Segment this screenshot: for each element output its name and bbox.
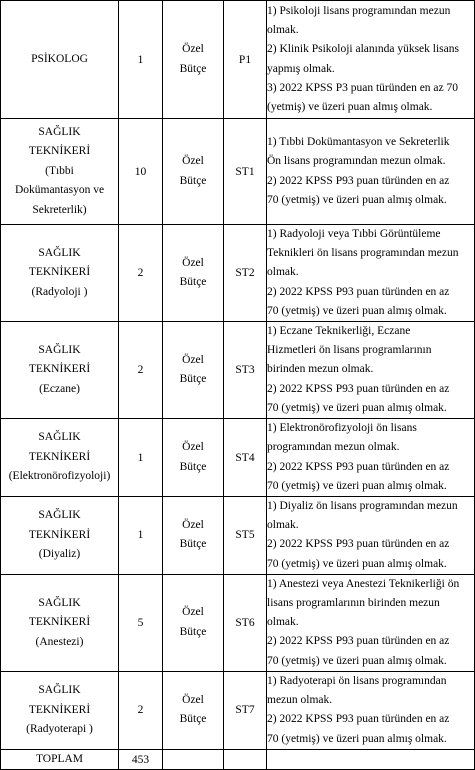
requirements <box>267 119 475 225</box>
position-row <box>1 574 475 671</box>
requirements <box>267 419 475 497</box>
position-code: ST3 <box>224 322 267 419</box>
position-title-line: (Elektronörofizyoloji) <box>8 470 111 483</box>
empty-cell <box>267 749 475 770</box>
requirements-line: 70 (yetmiş) ve üzeri puan almış olmak. <box>267 654 447 667</box>
position-title <box>1 419 119 497</box>
requirements-line: 1) Anestezi veya Anestezi Teknikerliği ön <box>267 577 460 590</box>
requirements-line: olmak. <box>267 266 299 279</box>
requirements-line: mezun olmak. <box>267 694 333 707</box>
budget-type-line: Özel <box>182 155 204 167</box>
requirements <box>267 225 475 322</box>
position-title-line: TEKNİKERİ <box>28 145 91 158</box>
requirements-line: 1) Radyoterapi ön lisans programından <box>267 674 447 687</box>
requirements-line: birinden mezun olmak. <box>267 363 374 376</box>
requirements-line: 1) Radyoloji veya Tıbbi Görüntüleme <box>267 228 441 240</box>
position-title-line: TEKNİKERİ <box>28 363 91 376</box>
position-title-line: SAĞLIK <box>38 509 81 522</box>
position-count: 1 <box>119 419 163 497</box>
requirements-line: olmak. <box>267 616 299 629</box>
requirements-line: programından mezun olmak. <box>267 441 400 454</box>
position-count: 1 <box>119 497 163 575</box>
requirements-line: lisans programlarının birinden mezun <box>267 597 440 610</box>
empty-cell <box>224 749 267 770</box>
budget-type <box>163 1 224 119</box>
position-title-line: PSİKOLOG <box>31 52 88 65</box>
requirements-line: 70 (yetmiş) ve üzeri puan almış olmak. <box>267 479 447 492</box>
requirements <box>267 322 475 419</box>
requirements-line: 1) Psikoloji lisans programından mezun <box>267 4 451 17</box>
requirements-line: olmak. <box>267 519 299 532</box>
requirements-line: 2) 2022 KPSS P93 puan türünden en az <box>267 538 450 551</box>
budget-type-line: Bütçe <box>179 713 207 726</box>
position-title-line: (Eczane) <box>39 382 80 395</box>
budget-type-line: Bütçe <box>179 174 207 187</box>
budget-type-line: Özel <box>182 441 204 454</box>
position-title <box>1 497 119 575</box>
budget-type-line: Bütçe <box>179 460 207 473</box>
position-row <box>1 497 475 575</box>
budget-type <box>163 119 224 225</box>
budget-type-line: Bütçe <box>179 625 207 638</box>
position-title-line: SAĞLIK <box>38 125 81 138</box>
budget-type-line: Özel <box>182 606 204 619</box>
position-count: 1 <box>119 1 163 119</box>
budget-type <box>163 574 224 671</box>
position-code: ST1 <box>224 119 267 225</box>
position-code: ST4 <box>224 419 267 497</box>
position-row <box>1 322 475 419</box>
requirements <box>267 497 475 575</box>
position-title <box>1 225 119 322</box>
position-title <box>1 671 119 749</box>
position-count: 2 <box>119 671 163 749</box>
total-label: TOPLAM <box>1 749 119 770</box>
requirements <box>267 574 475 671</box>
position-code: ST2 <box>224 225 267 322</box>
budget-type-line: Bütçe <box>179 373 207 386</box>
position-title-line: SAĞLIK <box>38 343 81 356</box>
position-title-line: (Diyaliz) <box>38 548 81 561</box>
position-count: 2 <box>119 322 163 419</box>
position-code: ST6 <box>224 574 267 671</box>
budget-type <box>163 225 224 322</box>
budget-type-line: Özel <box>182 693 204 706</box>
requirements-line: 70 (yetmiş) ve üzeri puan almış olmak. <box>267 304 447 317</box>
total-row <box>1 749 475 770</box>
position-title-line: (Tıbbi <box>45 164 74 177</box>
budget-type <box>163 419 224 497</box>
position-title-line: SAĞLIK <box>38 596 81 609</box>
position-code: P1 <box>224 1 267 119</box>
position-title-line: TEKNİKERİ <box>28 703 91 716</box>
requirements-line: 2) 2022 KPSS P93 puan türünden en az <box>267 382 450 395</box>
position-row <box>1 225 475 322</box>
requirements-line: yapmış olmak. <box>267 62 335 75</box>
position-title-line: Dokümantasyon ve <box>14 184 105 197</box>
position-code: ST5 <box>224 497 267 575</box>
position-row <box>1 671 475 749</box>
requirements <box>267 1 475 119</box>
position-title-line: TEKNİKERİ <box>28 450 91 463</box>
requirements-line: 2) 2022 KPSS P93 puan türünden en az <box>267 174 450 187</box>
total-count: 453 <box>119 749 163 770</box>
position-count: 5 <box>119 574 163 671</box>
budget-type <box>163 497 224 575</box>
position-row <box>1 1 475 119</box>
position-row <box>1 419 475 497</box>
budget-type-line: Özel <box>182 353 204 366</box>
requirements-line: 3) 2022 KPSS P3 puan türünden en az 70 <box>267 81 459 94</box>
requirements-line: (yetmiş) ve üzeri puan almış olmak. <box>267 100 433 113</box>
position-title <box>1 574 119 671</box>
requirements-line: 1) Tıbbi Dokümantasyon ve Sekreterlik <box>267 136 450 149</box>
position-title-line: SAĞLIK <box>38 431 81 444</box>
requirements <box>267 671 475 749</box>
position-title-line: (Radyoloji ) <box>31 285 88 298</box>
position-title <box>1 1 119 119</box>
positions-table-body <box>1 1 475 770</box>
position-title-line: (Radyoterapi ) <box>26 723 93 736</box>
position-code: ST7 <box>224 671 267 749</box>
budget-type <box>163 322 224 419</box>
position-title-line: TEKNİKERİ <box>28 528 91 541</box>
position-title-line: Sekreterlik) <box>32 203 87 216</box>
requirements-line: 2) Klinik Psikoloji alanında yüksek lisans <box>267 43 459 56</box>
requirements-line: 2) 2022 KPSS P93 puan türünden en az <box>267 460 450 473</box>
requirements-line: 2) 2022 KPSS P93 puan türünden en az <box>267 635 450 648</box>
position-title-line: (Anestezi) <box>35 635 84 648</box>
budget-type-line: Bütçe <box>179 62 207 75</box>
requirements-line: 1) Eczane Teknikerliği, Eczane <box>267 325 411 338</box>
budget-type <box>163 671 224 749</box>
position-title <box>1 322 119 419</box>
position-row <box>1 119 475 225</box>
empty-cell <box>163 749 224 770</box>
requirements-line: Hizmetleri ön lisans programlarının <box>267 344 432 357</box>
requirements-line: Ön lisans programından mezun olmak. <box>267 155 446 168</box>
budget-type-line: Bütçe <box>179 276 207 288</box>
requirements-line: olmak. <box>267 24 299 37</box>
requirements-line: 70 (yetmiş) ve üzeri puan almış olmak. <box>267 732 447 745</box>
budget-type-line: Özel <box>182 256 204 269</box>
position-title-line: TEKNİKERİ <box>28 616 91 629</box>
position-title-line: SAĞLIK <box>38 246 81 259</box>
requirements-line: 70 (yetmiş) ve üzeri puan almış olmak. <box>267 557 447 570</box>
position-title <box>1 119 119 225</box>
requirements-line: 2) 2022 KPSS P93 puan türünden en az <box>267 713 450 726</box>
budget-type-line: Özel <box>182 43 204 55</box>
position-title-line: SAĞLIK <box>38 684 81 697</box>
requirements-line: 70 (yetmiş) ve üzeri puan almış olmak. <box>267 193 447 206</box>
budget-type-line: Özel <box>182 518 204 531</box>
position-title-line: TEKNİKERİ <box>28 266 91 279</box>
requirements-line: 1) Diyaliz ön lisans programından mezun <box>267 500 458 513</box>
requirements-line: Teknikleri ön lisans programından mezun <box>267 247 459 260</box>
requirements-line: 2) 2022 KPSS P93 puan türünden en az <box>267 285 450 298</box>
budget-type-line: Bütçe <box>179 538 207 551</box>
requirements-line: 70 (yetmiş) ve üzeri puan almış olmak. <box>267 401 447 414</box>
position-count: 10 <box>119 119 163 225</box>
requirements-line: 1) Elektronörofizyoloji ön lisans <box>267 422 417 435</box>
position-count: 2 <box>119 225 163 322</box>
